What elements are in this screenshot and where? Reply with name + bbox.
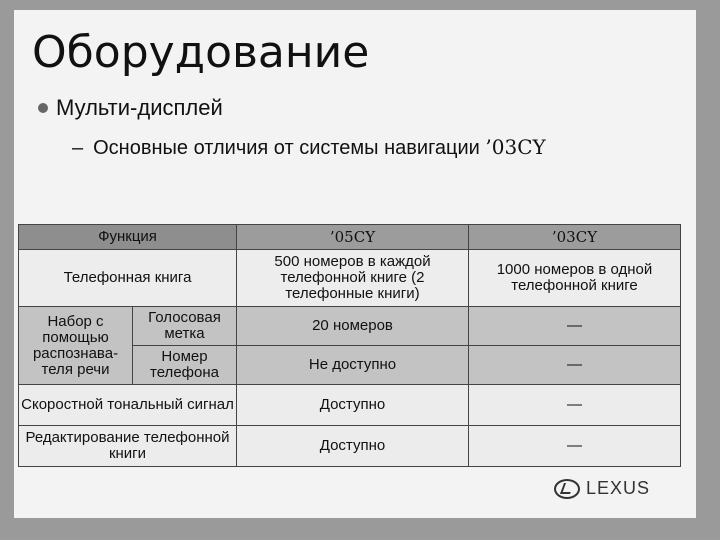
header-function: Функция — [19, 225, 237, 250]
sub-bullet-model: ’03CY — [485, 135, 546, 159]
cell-phone-number-03: — — [469, 346, 681, 385]
cell-tone-03: — — [469, 385, 681, 426]
table-row — [19, 250, 681, 307]
row-sublabel-voice-tag: Голосовая метка — [133, 307, 237, 346]
comparison-table — [18, 224, 681, 467]
cell-edit-05: Доступно — [237, 426, 469, 467]
slide-title: Оборудование — [32, 27, 370, 78]
row-label-phonebook: Телефонная книга — [19, 250, 237, 307]
header-03cy: ’03CY — [469, 225, 681, 250]
row-label-tone: Скоростной тональный сигнал — [19, 385, 237, 426]
bullet-multidisplay-text: Мульти-дисплей — [56, 95, 223, 120]
sub-bullet-text: Основные отличия от системы навигации — [93, 137, 486, 159]
table-row — [19, 426, 681, 467]
table-header-row — [19, 225, 681, 250]
bullet-multidisplay — [38, 94, 223, 122]
table-row — [19, 385, 681, 426]
cell-phonebook-03: 1000 номеров в одной телефонной книге — [469, 250, 681, 307]
cell-voice-tag-05: 20 номеров — [237, 307, 469, 346]
sub-bullet — [72, 134, 546, 161]
bullet-dot-icon — [38, 103, 48, 113]
row-label-voice-dial: Набор с помощью распознава-теля речи — [19, 307, 133, 385]
cell-phonebook-05: 500 номеров в каждой телефонной книге (2 телефонные книги) — [237, 250, 469, 307]
header-05cy: ’05CY — [237, 225, 469, 250]
row-sublabel-phone-number: Номер телефона — [133, 346, 237, 385]
lexus-wordmark: LEXUS — [586, 478, 651, 498]
cell-tone-05: Доступно — [237, 385, 469, 426]
sub-bullet-dash: – — [72, 137, 84, 159]
cell-phone-number-05: Не доступно — [237, 346, 469, 385]
cell-voice-tag-03: — — [469, 307, 681, 346]
lexus-logo — [554, 478, 650, 499]
lexus-emblem-icon — [554, 479, 580, 499]
cell-edit-03: — — [469, 426, 681, 467]
table-row — [19, 307, 681, 346]
row-label-edit: Редактирование телефонной книги — [19, 426, 237, 467]
